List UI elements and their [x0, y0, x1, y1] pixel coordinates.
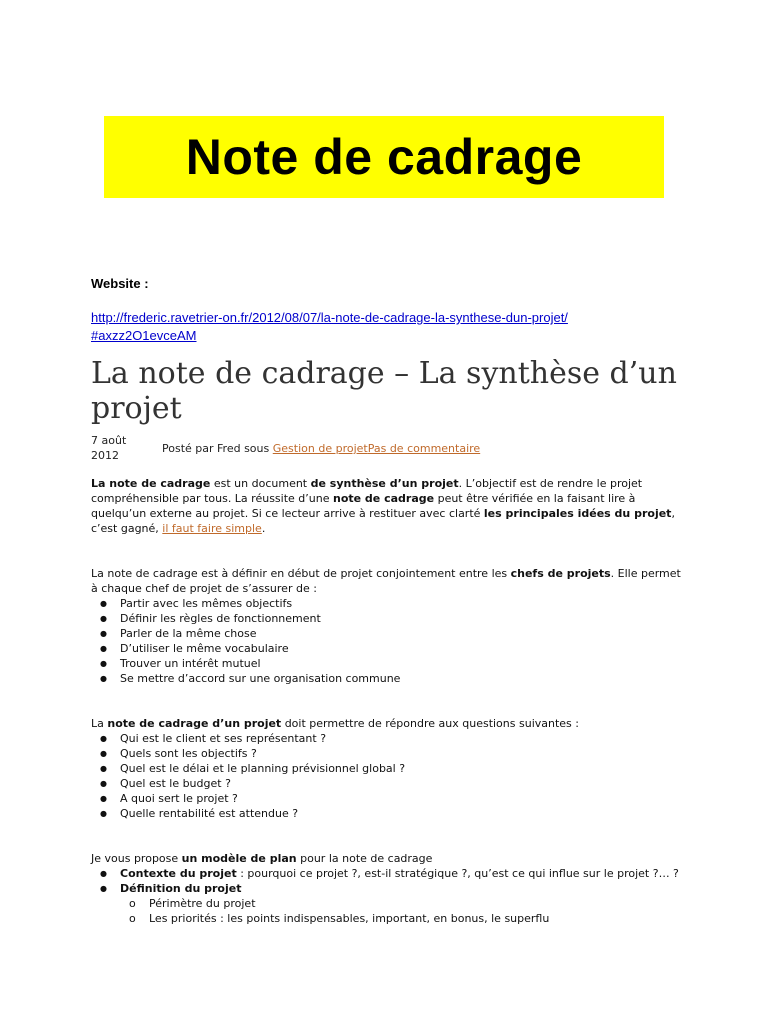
intro-text-9: .: [261, 522, 266, 535]
section3-list: [91, 866, 691, 896]
post-date-day: 7 août: [91, 434, 127, 447]
section1-list: [91, 596, 691, 686]
website-url-link[interactable]: [91, 309, 691, 345]
list-item: ● Quelle rentabilité est attendue ?: [91, 806, 691, 821]
section2-paragraph: [91, 716, 691, 731]
section3-paragraph: [91, 851, 691, 866]
list-item: [91, 881, 691, 896]
website-url-line1: http://frederic.ravetrier-on.fr/2012/08/07/la-note-de-cadrage-la-synthese-dun-projet/: [91, 310, 568, 325]
intro-bold-7: les principales idées du projet: [483, 507, 672, 520]
list-item: ● Trouver un intérêt mutuel: [91, 656, 691, 671]
intro-text-2: est un document: [210, 477, 311, 490]
intro-bold-3: de synthèse d’un projet: [310, 477, 459, 490]
post-meta: [162, 441, 480, 456]
list-item: ● Quels sont les objectifs ?: [91, 746, 691, 761]
list-item: ● Parler de la même chose: [91, 626, 691, 641]
list-item: ● A quoi sert le projet ?: [91, 791, 691, 806]
intro-text-4: . L’objectif est de rendre le projet compréhensible par tous. La réussite d’une: [91, 477, 643, 505]
list-item: ● Quel est le délai et le planning prévisionnel global ?: [91, 761, 691, 776]
plan-item-1-bold: Contexte du projet: [120, 867, 237, 880]
section1-text-3: . Elle permet à chaque chef de projet de s’assurer de :: [91, 567, 681, 595]
intro-paragraph: [91, 476, 691, 536]
list-item: ● Définir les règles de fonctionnement: [91, 611, 691, 626]
post-date: [91, 433, 151, 463]
comments-link[interactable]: Pas de commentaire: [367, 442, 481, 455]
website-url-line2: #axzz2O1evceAM: [91, 328, 197, 343]
post-meta-prefix: Posté par Fred sous: [162, 442, 273, 455]
plan-item-1-text: : pourquoi ce projet ?, est-il stratégique ?, qu’est ce qui influe sur le projet ?… ?: [236, 867, 679, 880]
section2-text-1: La: [91, 717, 108, 730]
article-body: [91, 476, 691, 926]
title-highlight-box: [104, 116, 664, 198]
post-date-year: 2012: [91, 449, 119, 462]
list-item: ● D’utiliser le même vocabulaire: [91, 641, 691, 656]
section1-paragraph: [91, 566, 691, 596]
section3-bold-2: un modèle de plan: [181, 852, 297, 865]
intro-bold-5: note de cadrage: [332, 492, 435, 505]
category-link[interactable]: Gestion de projet: [272, 442, 368, 455]
section2-bold-2: note de cadrage d’un projet: [107, 717, 282, 730]
list-item: ● Qui est le client et ses représentant ?: [91, 731, 691, 746]
intro-bold-1: La note de cadrage: [91, 477, 211, 490]
section1-bold-2: chefs de projets: [510, 567, 611, 580]
document-title: Note de cadrage: [185, 129, 583, 185]
sub-list-item: o Les priorités : les points indispensables, important, en bonus, le superflu: [91, 911, 691, 926]
intro-text-8: , c’est gagné,: [91, 507, 675, 535]
list-item: ● Se mettre d’accord sur une organisation commune: [91, 671, 691, 686]
post-title: La note de cadrage – La synthèse d’un projet: [91, 356, 677, 426]
website-label: Website :: [91, 276, 149, 291]
section3-text-3: pour la note de cadrage: [296, 852, 433, 865]
list-item: [91, 866, 691, 881]
simple-link[interactable]: il faut faire simple: [162, 522, 262, 535]
section1-text-1: La note de cadrage est à définir en début de projet conjointement entre les: [91, 567, 511, 580]
section2-text-3: doit permettre de répondre aux questions suivantes :: [281, 717, 579, 730]
sub-list-item: o Périmètre du projet: [91, 896, 691, 911]
section3-text-1: Je vous propose: [91, 852, 182, 865]
list-item: ● Partir avec les mêmes objectifs: [91, 596, 691, 611]
section3-sublist: [91, 896, 691, 926]
section2-list: [91, 731, 691, 821]
intro-text-6: peut être vérifiée en la faisant lire à quelqu’un externe au projet. Si ce lecteur arrive à restituer avec clarté: [91, 492, 636, 520]
plan-item-2-bold: Définition du projet: [120, 882, 242, 895]
list-item: ● Quel est le budget ?: [91, 776, 691, 791]
